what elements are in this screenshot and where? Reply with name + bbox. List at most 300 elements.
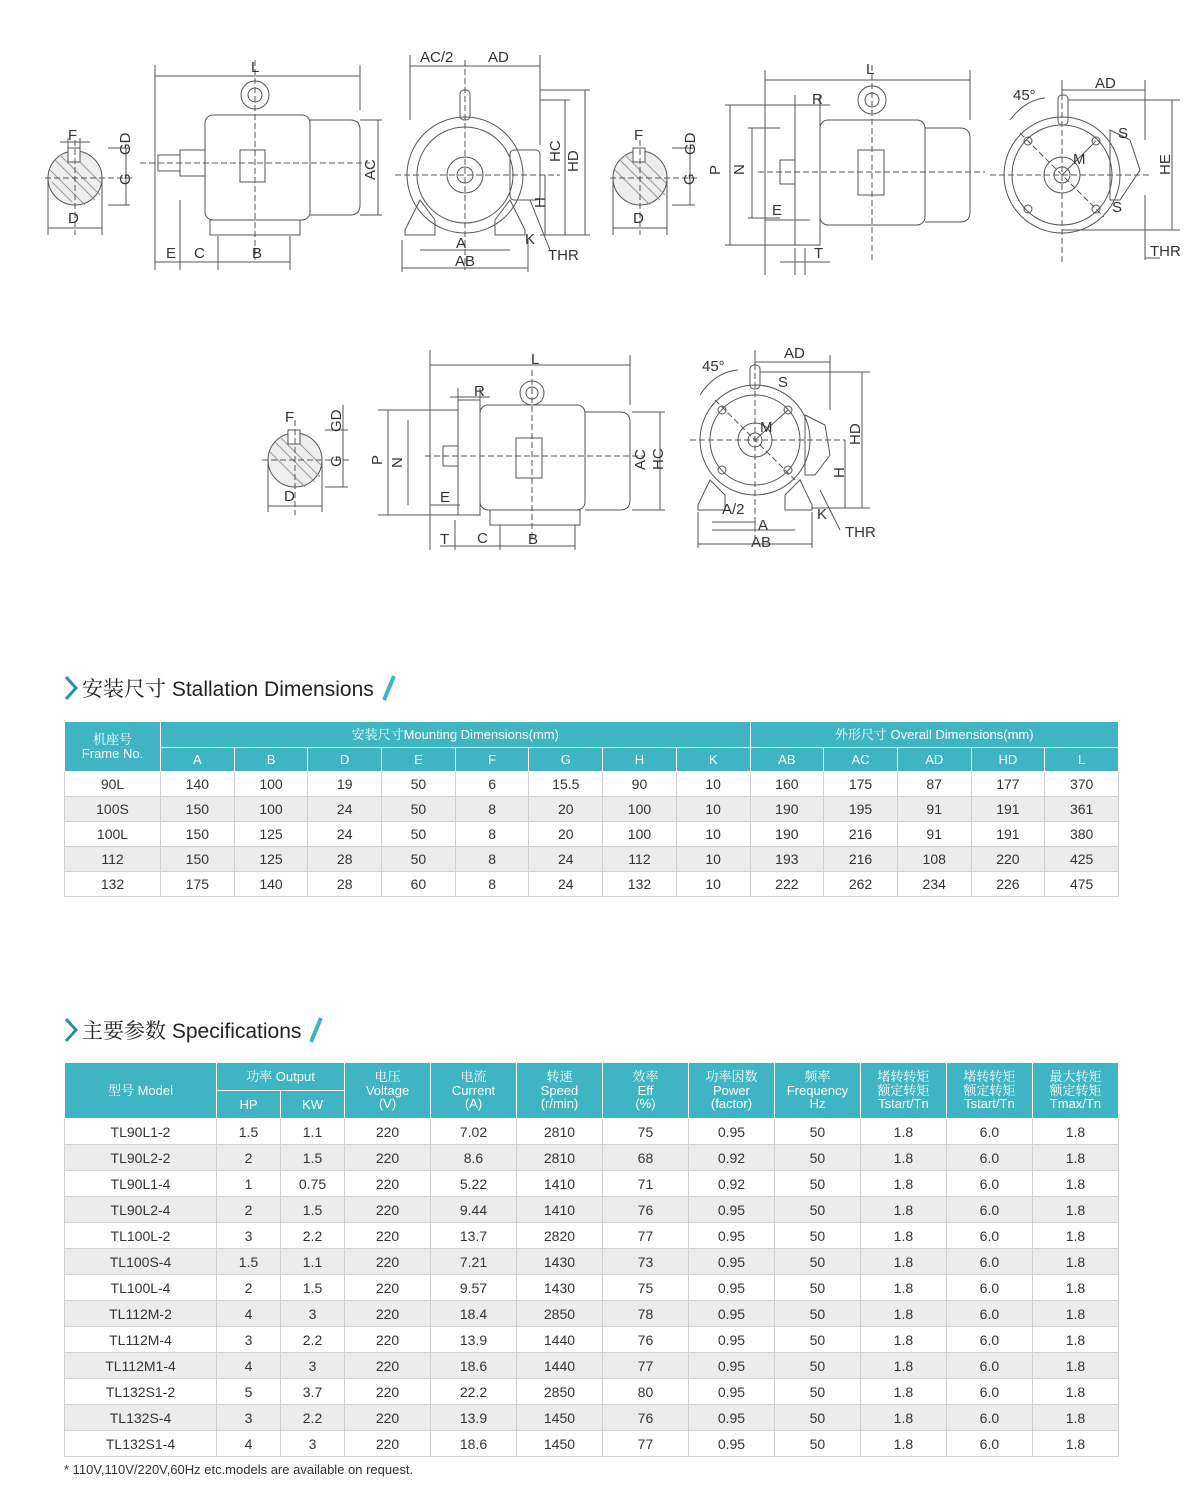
model-cell: TL90L2-4 [65,1197,217,1223]
value-cell: 6.0 [946,1353,1032,1379]
dims-col-header: H [603,748,677,772]
value-cell: 91 [897,797,971,822]
value-cell: 222 [750,872,824,897]
label-THR-1: THR [548,247,579,264]
value-cell: 20 [529,822,603,847]
freq-header-unit: Hz [809,1096,826,1112]
tmax-header [1032,1063,1118,1119]
value-cell: 6.0 [946,1119,1032,1145]
value-cell: 50 [774,1275,860,1301]
value-cell: 2.2 [281,1223,345,1249]
value-cell: 1.8 [860,1197,946,1223]
value-cell: 7.21 [431,1249,517,1275]
value-cell: 6.0 [946,1197,1032,1223]
label-AD-2: AD [1095,75,1116,92]
value-cell: 140 [161,772,235,797]
model-header: 型号 Model [65,1063,217,1119]
value-cell: 1.8 [1032,1301,1118,1327]
value-cell: 175 [161,872,235,897]
current-header-unit: (A) [464,1096,483,1112]
label-AB-3: AB [751,534,772,551]
speed-header-en: Speed [540,1082,579,1098]
value-cell: 2.2 [281,1327,345,1353]
model-cell: TL132S1-2 [65,1379,217,1405]
label-D-2: D [633,210,644,227]
value-cell: 1430 [516,1249,602,1275]
value-cell: 220 [345,1327,431,1353]
value-cell: 9.44 [431,1197,517,1223]
value-cell: 262 [824,872,898,897]
label-P-2: P [707,164,724,175]
value-cell: 10 [676,797,750,822]
tstart1-header-l1: 堵转转矩 [877,1069,930,1085]
value-cell: 1.8 [860,1223,946,1249]
value-cell: 193 [750,847,824,872]
value-cell: 50 [774,1249,860,1275]
dims-col-header: HD [971,748,1045,772]
label-AC-1: AC [362,159,379,180]
value-cell: 6.0 [946,1379,1032,1405]
value-cell: 125 [234,822,308,847]
value-cell: 1.8 [860,1119,946,1145]
value-cell: 8 [455,822,529,847]
value-cell: 1450 [516,1431,602,1457]
value-cell: 24 [529,847,603,872]
label-B-1: B [252,245,263,262]
value-cell: 0.95 [688,1353,774,1379]
value-cell: 50 [774,1171,860,1197]
value-cell: 100 [603,797,677,822]
table-row [65,1223,1119,1249]
tstart2-header-l1: 堵转转矩 [963,1069,1016,1085]
value-cell: 5 [217,1379,281,1405]
model-cell: TL100L-2 [65,1223,217,1249]
overall-header: 外形尺寸 Overall Dimensions(mm) [750,722,1119,748]
value-cell: 1430 [516,1275,602,1301]
model-cell: TL132S1-4 [65,1431,217,1457]
value-cell: 220 [345,1223,431,1249]
chevron-right-icon [64,674,78,702]
value-cell: 2 [217,1145,281,1171]
current-header [431,1063,517,1119]
value-cell: 4 [217,1301,281,1327]
voltage-header-cn: 电压 [374,1069,401,1085]
value-cell: 234 [897,872,971,897]
value-cell: 2810 [516,1119,602,1145]
value-cell: 68 [602,1145,688,1171]
value-cell: 73 [602,1249,688,1275]
value-cell: 90 [603,772,677,797]
label-G-3: G [328,455,345,467]
freq-header-cn: 频率 [804,1069,831,1085]
value-cell: 76 [602,1197,688,1223]
value-cell: 2850 [516,1301,602,1327]
frame-header-cn: 机座号 [92,731,132,747]
label-HD-1: HD [565,150,582,172]
value-cell: 3 [281,1353,345,1379]
label-AC-3: AC [632,449,649,470]
model-cell: TL100L-4 [65,1275,217,1301]
value-cell: 18.6 [431,1353,517,1379]
value-cell: 2850 [516,1379,602,1405]
label-GD-3: GD [328,409,345,432]
value-cell: 112 [603,847,677,872]
value-cell: 190 [750,822,824,847]
dims-col-header: AB [750,748,824,772]
eff-header-cn: 效率 [632,1069,659,1085]
table-row [65,1119,1119,1145]
value-cell: 50 [774,1301,860,1327]
value-cell: 1.8 [860,1275,946,1301]
value-cell: 1440 [516,1327,602,1353]
label-D-3: D [284,488,295,505]
value-cell: 50 [774,1119,860,1145]
value-cell: 50 [774,1223,860,1249]
frame-cell: 132 [65,872,161,897]
value-cell: 1.5 [217,1119,281,1145]
label-M-2: M [1073,151,1086,168]
value-cell: 220 [345,1119,431,1145]
dims-col-header: E [382,748,456,772]
table-row [65,1431,1119,1457]
value-cell: 10 [676,847,750,872]
output-header: 功率 Output [217,1063,345,1091]
value-cell: 475 [1045,872,1119,897]
value-cell: 13.9 [431,1327,517,1353]
label-G-1: G [117,173,134,185]
value-cell: 220 [345,1275,431,1301]
footnote: * 110V,110V/220V,60Hz etc.models are available on request. [64,1462,414,1477]
label-AB-1: AB [455,253,476,270]
value-cell: 80 [602,1379,688,1405]
value-cell: 216 [824,847,898,872]
frame-cell: 100S [65,797,161,822]
label-S-3: S [778,374,789,391]
value-cell: 100 [603,822,677,847]
value-cell: 8 [455,872,529,897]
value-cell: 8 [455,797,529,822]
value-cell: 50 [382,772,456,797]
model-cell: TL100S-4 [65,1249,217,1275]
value-cell: 0.95 [688,1431,774,1457]
eff-header [602,1063,688,1119]
value-cell: 1.8 [860,1145,946,1171]
dims-col-header: AC [824,748,898,772]
value-cell: 15.5 [529,772,603,797]
value-cell: 19 [308,772,382,797]
value-cell: 0.75 [281,1171,345,1197]
value-cell: 1.8 [1032,1353,1118,1379]
value-cell: 370 [1045,772,1119,797]
value-cell: 1.5 [281,1145,345,1171]
dims-col-header: L [1045,748,1119,772]
value-cell: 5.22 [431,1171,517,1197]
value-cell: 71 [602,1171,688,1197]
value-cell: 1.5 [281,1275,345,1301]
value-cell: 140 [234,872,308,897]
table-row [65,1197,1119,1223]
value-cell: 6.0 [946,1301,1032,1327]
value-cell: 220 [345,1145,431,1171]
value-cell: 2820 [516,1223,602,1249]
label-L-1: L [251,59,260,76]
table-row [65,1275,1119,1301]
label-E-3: E [440,489,451,506]
value-cell: 220 [345,1171,431,1197]
value-cell: 1.8 [1032,1249,1118,1275]
value-cell: 195 [824,797,898,822]
value-cell: 175 [824,772,898,797]
model-cell: TL90L2-2 [65,1145,217,1171]
value-cell: 220 [345,1197,431,1223]
hp-header: HP [217,1091,281,1119]
spec-title-text: 主要参数 Specifications [82,1020,302,1043]
value-cell: 76 [602,1327,688,1353]
freq-header [774,1063,860,1119]
eff-header-en: Eff [637,1082,654,1098]
value-cell: 18.6 [431,1431,517,1457]
value-cell: 1.8 [860,1249,946,1275]
value-cell: 125 [234,847,308,872]
value-cell: 1440 [516,1353,602,1379]
value-cell: 6.0 [946,1223,1032,1249]
value-cell: 220 [971,847,1045,872]
value-cell: 6.0 [946,1275,1032,1301]
motor-side-view-3 [378,350,665,550]
value-cell: 191 [971,797,1045,822]
value-cell: 91 [897,822,971,847]
voltage-header-unit: (V) [378,1096,397,1112]
label-R-3: R [474,383,485,400]
pf-header-cn: 功率因数 [705,1069,758,1085]
value-cell: 216 [824,822,898,847]
value-cell: 1.8 [860,1327,946,1353]
value-cell: 0.95 [688,1379,774,1405]
current-header-en: Current [451,1082,496,1098]
tstart1-header [860,1063,946,1119]
value-cell: 6.0 [946,1327,1032,1353]
value-cell: 18.4 [431,1301,517,1327]
kw-header: KW [281,1091,345,1119]
value-cell: 1.8 [860,1379,946,1405]
value-cell: 3 [217,1405,281,1431]
value-cell: 0.95 [688,1405,774,1431]
value-cell: 6.0 [946,1145,1032,1171]
value-cell: 50 [382,822,456,847]
table-row [65,1145,1119,1171]
value-cell: 6 [455,772,529,797]
label-N-2: N [731,164,748,175]
pf-header-unit: (factor) [710,1096,753,1112]
label-45deg-2: 45° [1013,87,1036,104]
value-cell: 2810 [516,1145,602,1171]
table-row [65,1171,1119,1197]
value-cell: 1.8 [1032,1275,1118,1301]
frame-cell: 100L [65,822,161,847]
spec-section-title [64,1016,323,1044]
label-GD-1: GD [117,132,134,155]
value-cell: 1.1 [281,1119,345,1145]
label-THR-2: THR [1150,243,1181,260]
tstart2-header-l3: Tstart/Tn [964,1096,1015,1112]
value-cell: 361 [1045,797,1119,822]
value-cell: 1.8 [860,1301,946,1327]
eff-header-unit: (%) [635,1096,656,1112]
label-A-1: A [456,235,467,252]
value-cell: 1.1 [281,1249,345,1275]
install-title-text: 安装尺寸 Stallation Dimensions [82,678,374,701]
value-cell: 1.8 [860,1405,946,1431]
value-cell: 24 [308,822,382,847]
value-cell: 6.0 [946,1249,1032,1275]
value-cell: 50 [774,1327,860,1353]
value-cell: 20 [529,797,603,822]
value-cell: 150 [161,822,235,847]
mounting-header: 安装尺寸Mounting Dimensions(mm) [161,722,751,748]
value-cell: 7.02 [431,1119,517,1145]
value-cell: 10 [676,872,750,897]
value-cell: 1410 [516,1197,602,1223]
motor-side-view-1 [140,60,382,270]
value-cell: 2 [217,1197,281,1223]
table-row [65,872,1119,897]
value-cell: 10 [676,772,750,797]
value-cell: 50 [774,1431,860,1457]
value-cell: 1410 [516,1171,602,1197]
value-cell: 1.8 [860,1431,946,1457]
value-cell: 3 [281,1301,345,1327]
label-E-1: E [166,245,177,262]
value-cell: 24 [308,797,382,822]
value-cell: 108 [897,847,971,872]
value-cell: 100 [234,797,308,822]
value-cell: 0.95 [688,1327,774,1353]
value-cell: 1450 [516,1405,602,1431]
motor-front-view-1 [395,55,590,272]
value-cell: 50 [774,1353,860,1379]
value-cell: 10 [676,822,750,847]
label-C-3: C [477,530,488,547]
dims-col-header: D [308,748,382,772]
value-cell: 2 [217,1275,281,1301]
label-GD-2: GD [682,132,699,155]
value-cell: 1.8 [1032,1405,1118,1431]
value-cell: 1.8 [860,1353,946,1379]
label-AD-1: AD [488,49,509,66]
value-cell: 13.7 [431,1223,517,1249]
table-row [65,797,1119,822]
label-R-2: R [812,91,823,108]
label-HD-3: HD [847,423,864,445]
value-cell: 220 [345,1379,431,1405]
dimension-drawings [0,0,1200,620]
value-cell: 150 [161,797,235,822]
value-cell: 191 [971,822,1045,847]
speed-header [516,1063,602,1119]
label-E-2: E [772,202,783,219]
label-F-3: F [285,409,295,426]
install-dimensions-table [64,721,1119,897]
value-cell: 220 [345,1353,431,1379]
model-cell: TL112M-2 [65,1301,217,1327]
label-D-1: D [68,210,79,227]
value-cell: 1.8 [1032,1119,1118,1145]
pf-header [688,1063,774,1119]
value-cell: 1.8 [1032,1431,1118,1457]
value-cell: 50 [774,1145,860,1171]
value-cell: 220 [345,1405,431,1431]
value-cell: 50 [382,847,456,872]
value-cell: 76 [602,1405,688,1431]
slash-decoration-icon [307,1016,323,1044]
value-cell: 100 [234,772,308,797]
value-cell: 220 [345,1431,431,1457]
value-cell: 380 [1045,822,1119,847]
value-cell: 8 [455,847,529,872]
tstart1-header-l3: Tstart/Tn [878,1096,929,1112]
label-T-3: T [440,531,450,548]
value-cell: 9.57 [431,1275,517,1301]
value-cell: 1.8 [860,1171,946,1197]
label-S-2b: S [1112,199,1123,216]
value-cell: 78 [602,1301,688,1327]
value-cell: 13.9 [431,1405,517,1431]
table-row [65,772,1119,797]
value-cell: 4 [217,1353,281,1379]
label-AD-3: AD [784,345,805,362]
label-HC-1: HC [547,140,564,162]
value-cell: 6.0 [946,1171,1032,1197]
dims-col-header: A [161,748,235,772]
table-row [65,1379,1119,1405]
label-HC-3: HC [650,448,667,470]
value-cell: 2.2 [281,1405,345,1431]
table-row [65,1249,1119,1275]
value-cell: 220 [345,1249,431,1275]
value-cell: 1.8 [1032,1171,1118,1197]
value-cell: 1.5 [217,1249,281,1275]
value-cell: 3 [217,1327,281,1353]
value-cell: 50 [382,797,456,822]
label-P-3: P [369,454,386,465]
value-cell: 28 [308,847,382,872]
table-row [65,1353,1119,1379]
value-cell: 8.6 [431,1145,517,1171]
value-cell: 160 [750,772,824,797]
model-cell: TL112M1-4 [65,1353,217,1379]
label-N-3: N [389,457,406,468]
dims-col-header: AD [897,748,971,772]
table-row [65,822,1119,847]
specifications-table [64,1062,1119,1457]
model-cell: TL112M-4 [65,1327,217,1353]
tstart2-header [946,1063,1032,1119]
table-row [65,1327,1119,1353]
chevron-right-icon [64,1016,78,1044]
pf-header-en: Power [713,1082,750,1098]
speed-header-unit: (r/min) [540,1096,579,1112]
label-A-half-3: A/2 [722,501,745,518]
table-row [65,1405,1119,1431]
value-cell: 0.95 [688,1223,774,1249]
value-cell: 60 [382,872,456,897]
label-G-2: G [681,173,698,185]
value-cell: 77 [602,1223,688,1249]
tstart2-header-l2: 额定转矩 [963,1082,1016,1098]
label-H-1: H [532,197,549,208]
speed-header-cn: 转速 [546,1069,573,1085]
value-cell: 1.5 [281,1197,345,1223]
